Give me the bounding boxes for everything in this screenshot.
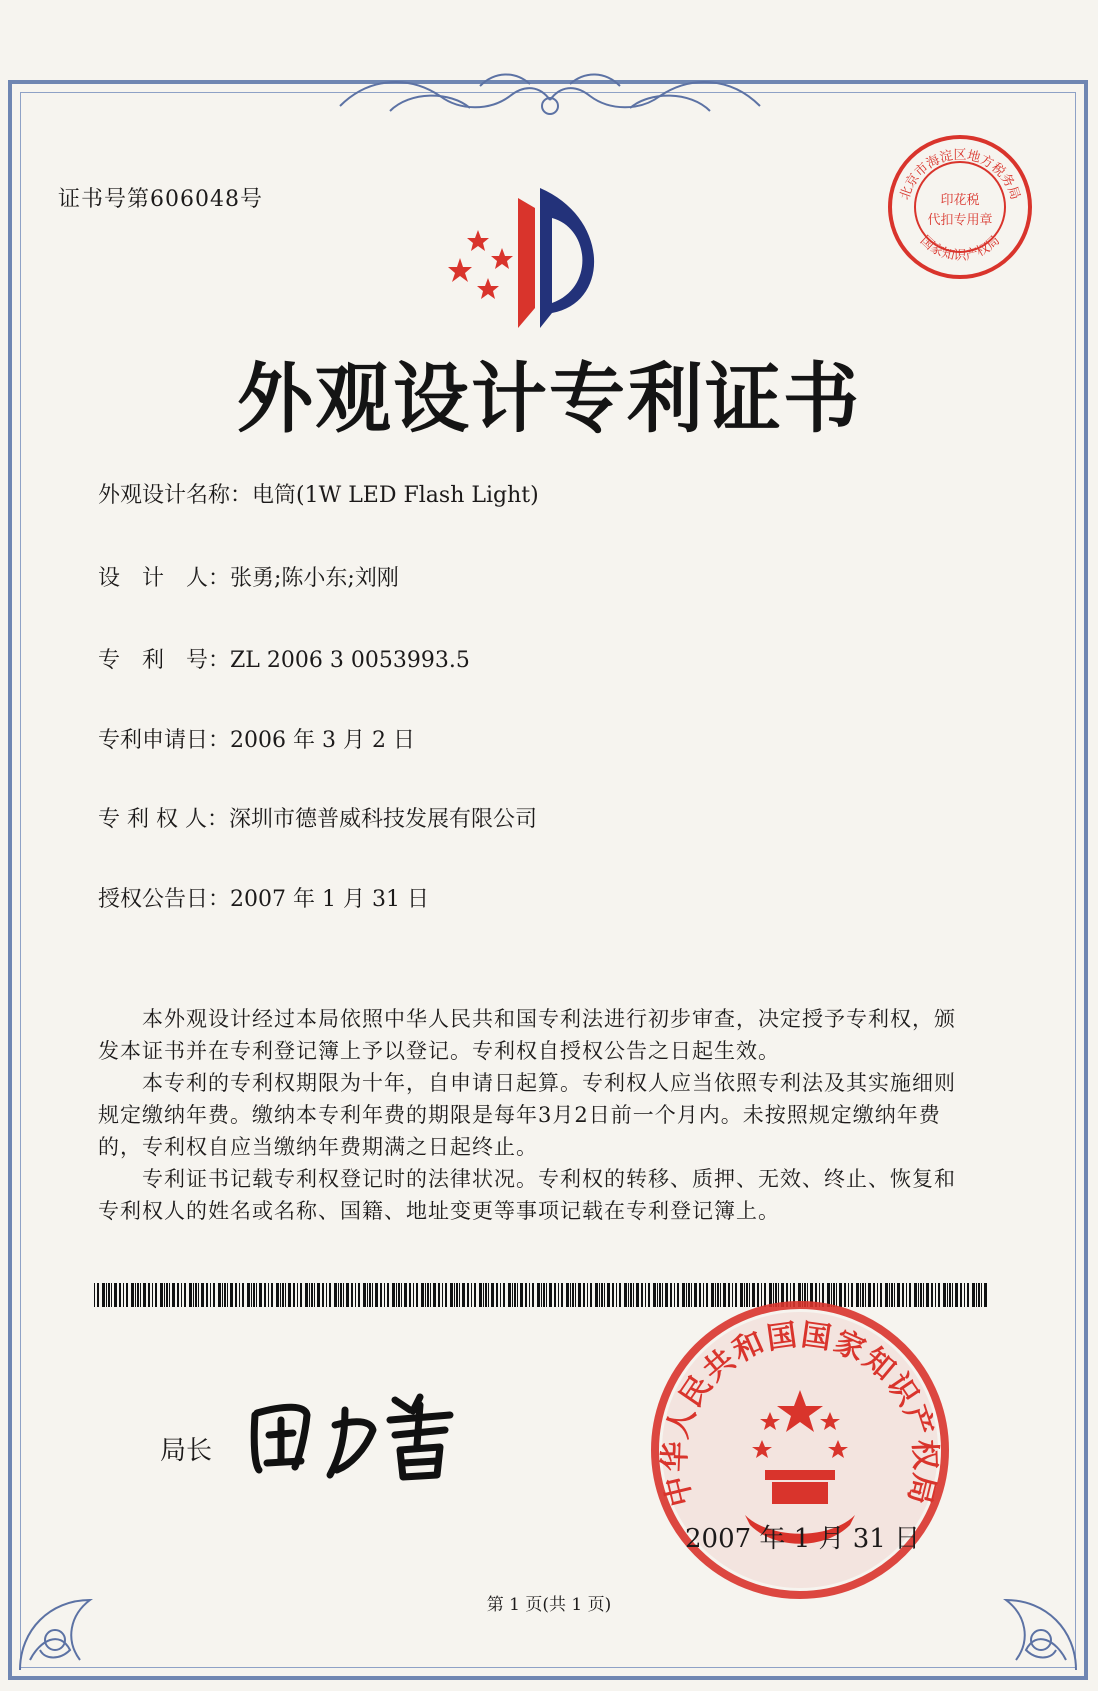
barcode-bar (189, 1283, 192, 1307)
certificate-number: 证书号第606048号 (58, 187, 263, 212)
director-label: 局长 (160, 1436, 213, 1466)
barcode-bar (363, 1283, 366, 1307)
barcode-bar (558, 1283, 559, 1307)
barcode-bar (396, 1283, 397, 1307)
barcode-bar (351, 1283, 353, 1307)
barcode-bar (285, 1283, 286, 1307)
barcode-bar (546, 1283, 547, 1307)
barcode-bar (227, 1283, 228, 1307)
barcode-bar (326, 1283, 327, 1307)
barcode-bar (583, 1283, 585, 1307)
body-paragraph: 本外观设计经过本局依照中华人民共和国专利法进行初步审查，决定授予专利权，颁发本证书并在专利登记簿上予以登记。专利权自授权公告之日起生效。 (98, 1007, 956, 1063)
barcode-bar (343, 1283, 344, 1307)
barcode-bar (401, 1283, 402, 1307)
tax-seal-bottom-text: 国家知识产权局 (916, 233, 1004, 264)
barcode-bar (619, 1283, 621, 1307)
barcode-bar (387, 1283, 389, 1307)
body-paragraph: 本专利的专利权期限为十年，自申请日起算。专利权人应当依照专利法及其实施细则规定缴纳年费。缴纳本专利年费的期限是每年3月2日前一个月内。未按照规定缴纳年费的，专利权自应当缴纳年费期满之日起终止。 (98, 1071, 956, 1159)
field-label: 外观设计名称： (98, 483, 253, 508)
barcode-bar (549, 1283, 552, 1307)
barcode-bar (972, 1283, 975, 1307)
barcode-bar (369, 1283, 371, 1307)
barcode-bar (570, 1283, 571, 1307)
barcode-bar (456, 1283, 458, 1307)
barcode-bar (143, 1283, 146, 1307)
document-title: 外观设计专利证书 (237, 354, 861, 443)
barcode-bar (529, 1283, 530, 1307)
barcode-bar (612, 1283, 614, 1307)
barcode-bar (427, 1283, 429, 1307)
barcode-bar (604, 1283, 605, 1307)
barcode-bar (271, 1283, 273, 1307)
field-value: 2006 年 3 月 2 日 (230, 728, 415, 753)
barcode-bar (256, 1283, 257, 1307)
barcode-bar (978, 1283, 980, 1307)
barcode-bar (976, 1283, 977, 1307)
barcode-bar (520, 1283, 523, 1307)
barcode-bar (392, 1283, 395, 1307)
barcode-bar (314, 1283, 315, 1307)
barcode-bar (251, 1283, 252, 1307)
barcode-bar (94, 1283, 95, 1307)
barcode-bar (195, 1283, 197, 1307)
barcode-bar (525, 1283, 527, 1307)
barcode-bar (624, 1283, 627, 1307)
barcode-bar (201, 1283, 204, 1307)
barcode-bar (599, 1283, 600, 1307)
barcode-bar (404, 1283, 407, 1307)
barcode-bar (222, 1283, 223, 1307)
barcode-bar (543, 1283, 545, 1307)
barcode-bar (462, 1283, 465, 1307)
bottom-left-ornament (10, 1560, 120, 1680)
tax-stamp-seal (885, 132, 1035, 282)
field-patentee (98, 802, 537, 833)
barcode-bar (177, 1283, 179, 1307)
barcode-bar (496, 1283, 498, 1307)
field-value: 张勇;陈小东;刘刚 (230, 566, 399, 591)
barcode-bar (442, 1283, 443, 1307)
barcode-bar (264, 1283, 266, 1307)
barcode-bar (184, 1283, 186, 1307)
barcode-bar (230, 1283, 233, 1307)
barcode-bar (166, 1283, 168, 1307)
barcode-bar (981, 1283, 982, 1307)
barcode-bar (247, 1283, 250, 1307)
barcode-bar (413, 1283, 414, 1307)
barcode-bar (169, 1283, 170, 1307)
director-signature (245, 1375, 475, 1485)
field-label: 专利申请日： (98, 728, 231, 753)
barcode-bar (636, 1283, 639, 1307)
barcode-bar (409, 1283, 411, 1307)
barcode-bar (630, 1283, 632, 1307)
barcode-bar (322, 1283, 324, 1307)
barcode-bar (541, 1283, 542, 1307)
barcode-bar (259, 1283, 262, 1307)
barcode-bar (566, 1283, 569, 1307)
barcode-bar (305, 1283, 308, 1307)
barcode-bar (532, 1283, 534, 1307)
barcode-bar (967, 1283, 969, 1307)
tax-seal-line2: 代扣专用章 (927, 213, 993, 228)
barcode-bar (485, 1283, 487, 1307)
barcode-bar (235, 1283, 237, 1307)
barcode-bar (340, 1283, 342, 1307)
barcode-bar (181, 1283, 182, 1307)
barcode-bar (213, 1283, 215, 1307)
barcode-bar (575, 1283, 576, 1307)
barcode-bar (514, 1283, 516, 1307)
barcode-bar (297, 1283, 298, 1307)
barcode-bar (590, 1283, 592, 1307)
seal-text: 中华人民共和国国家知识产权局 (657, 1317, 943, 1510)
page-footer: 第 1 页(共 1 页) (486, 1595, 612, 1615)
barcode-bar (367, 1283, 368, 1307)
barcode-bar (483, 1283, 484, 1307)
barcode-bar (172, 1283, 175, 1307)
barcode-bar (454, 1283, 455, 1307)
field-patent-number (98, 643, 470, 674)
barcode-bar (358, 1283, 360, 1307)
barcode-bar (375, 1283, 378, 1307)
barcode-bar (450, 1283, 453, 1307)
barcode-bar (641, 1283, 643, 1307)
barcode-bar (645, 1283, 646, 1307)
barcode-bar (438, 1283, 440, 1307)
bottom-right-ornament (976, 1560, 1086, 1680)
barcode-bar (433, 1283, 436, 1307)
barcode-bar (952, 1283, 953, 1307)
barcode-bar (126, 1283, 128, 1307)
field-design-name (98, 478, 539, 509)
barcode-bar (537, 1283, 540, 1307)
barcode-bar (210, 1283, 211, 1307)
barcode-bar (578, 1283, 581, 1307)
issue-date: 2007 年 1 月 31 日 (685, 1524, 921, 1554)
body-paragraph: 专利证书记载专利权登记时的法律状况。专利权的转移、质押、无效、终止、恢复和专利权人的姓名或名称、国籍、地址变更等事项记载在专利登记簿上。 (98, 1167, 956, 1223)
barcode-bar (334, 1283, 337, 1307)
barcode-bar (561, 1283, 563, 1307)
barcode-bar (572, 1283, 574, 1307)
barcode-bar (311, 1283, 313, 1307)
barcode-bar (338, 1283, 339, 1307)
barcode-bar (329, 1283, 331, 1307)
barcode-bar (346, 1283, 349, 1307)
barcode-bar (114, 1283, 117, 1307)
field-application-date (98, 723, 415, 754)
barcode-bar (97, 1283, 99, 1307)
barcode-bar (152, 1283, 153, 1307)
barcode-bar (488, 1283, 489, 1307)
barcode-bar (218, 1283, 221, 1307)
barcode-bar (123, 1283, 124, 1307)
patent-office-emblem (440, 178, 630, 338)
barcode-bar (372, 1283, 373, 1307)
barcode-bar (317, 1283, 320, 1307)
barcode-bar (601, 1283, 603, 1307)
barcode-bar (474, 1283, 476, 1307)
barcode-bar (102, 1283, 105, 1307)
barcode-bar (119, 1283, 121, 1307)
field-label: 专 利 号： (98, 648, 231, 673)
barcode-bar (955, 1283, 958, 1307)
field-value: 电筒(1W LED Flash Light) (252, 483, 539, 508)
barcode-bar (135, 1283, 136, 1307)
barcode-bar (984, 1283, 987, 1307)
barcode-bar (108, 1283, 110, 1307)
field-label: 专 利 权 人： (98, 807, 229, 832)
barcode-bar (503, 1283, 505, 1307)
barcode-bar (140, 1283, 141, 1307)
barcode-bar (224, 1283, 226, 1307)
barcode-bar (198, 1283, 199, 1307)
field-value: 深圳市德普威科技发展有限公司 (228, 807, 537, 832)
barcode-bar (964, 1283, 965, 1307)
barcode-bar (616, 1283, 617, 1307)
field-designer (98, 561, 399, 592)
tax-seal-outer-text: 北京市海淀区地方税务局 (897, 148, 1023, 202)
barcode-bar (253, 1283, 255, 1307)
barcode-bar (425, 1283, 426, 1307)
barcode-bar (960, 1283, 962, 1307)
barcode-bar (148, 1283, 150, 1307)
barcode-bar (508, 1283, 511, 1307)
barcode-bar (160, 1283, 163, 1307)
barcode-bar (164, 1283, 165, 1307)
barcode-bar (421, 1283, 424, 1307)
barcode-bar (280, 1283, 281, 1307)
barcode-bar (206, 1283, 208, 1307)
barcode-bar (471, 1283, 472, 1307)
barcode-bar (398, 1283, 400, 1307)
barcode-bar (155, 1283, 157, 1307)
barcode-bar (106, 1283, 107, 1307)
barcode-bar (554, 1283, 556, 1307)
barcode-bar (445, 1283, 447, 1307)
barcode-bar (491, 1283, 494, 1307)
field-grant-date (98, 882, 429, 913)
barcode-bar (633, 1283, 634, 1307)
barcode-bar (300, 1283, 302, 1307)
barcode-bar (384, 1283, 385, 1307)
barcode-bar (430, 1283, 431, 1307)
barcode-bar (137, 1283, 139, 1307)
barcode-bar (459, 1283, 460, 1307)
field-value: 2007 年 1 月 31 日 (230, 887, 429, 912)
field-label: 设 计 人： (98, 566, 231, 591)
barcode-bar (293, 1283, 295, 1307)
patent-office-seal (650, 1300, 950, 1600)
barcode-bar (242, 1283, 244, 1307)
barcode-bar (193, 1283, 194, 1307)
field-label: 授权公告日： (98, 887, 231, 912)
barcode-bar (288, 1283, 291, 1307)
barcode-bar (239, 1283, 240, 1307)
barcode-bar (587, 1283, 588, 1307)
barcode-bar (607, 1283, 610, 1307)
barcode-bar (309, 1283, 310, 1307)
barcode-bar (380, 1283, 382, 1307)
barcode-bar (268, 1283, 269, 1307)
barcode-bar (131, 1283, 134, 1307)
certificate-body (98, 1003, 976, 1227)
barcode-bar (512, 1283, 513, 1307)
barcode-bar (355, 1283, 356, 1307)
field-value: ZL 2006 3 0053993.5 (230, 648, 470, 673)
barcode-bar (276, 1283, 279, 1307)
barcode-bar (111, 1283, 112, 1307)
barcode-bar (595, 1283, 598, 1307)
tax-seal-line1: 印花税 (940, 193, 980, 208)
barcode-bar (282, 1283, 284, 1307)
barcode-bar (416, 1283, 418, 1307)
barcode-bar (628, 1283, 629, 1307)
barcode-bar (467, 1283, 469, 1307)
top-ornament (330, 66, 770, 126)
barcode-bar (500, 1283, 501, 1307)
barcode-bar (517, 1283, 518, 1307)
barcode-bar (479, 1283, 482, 1307)
